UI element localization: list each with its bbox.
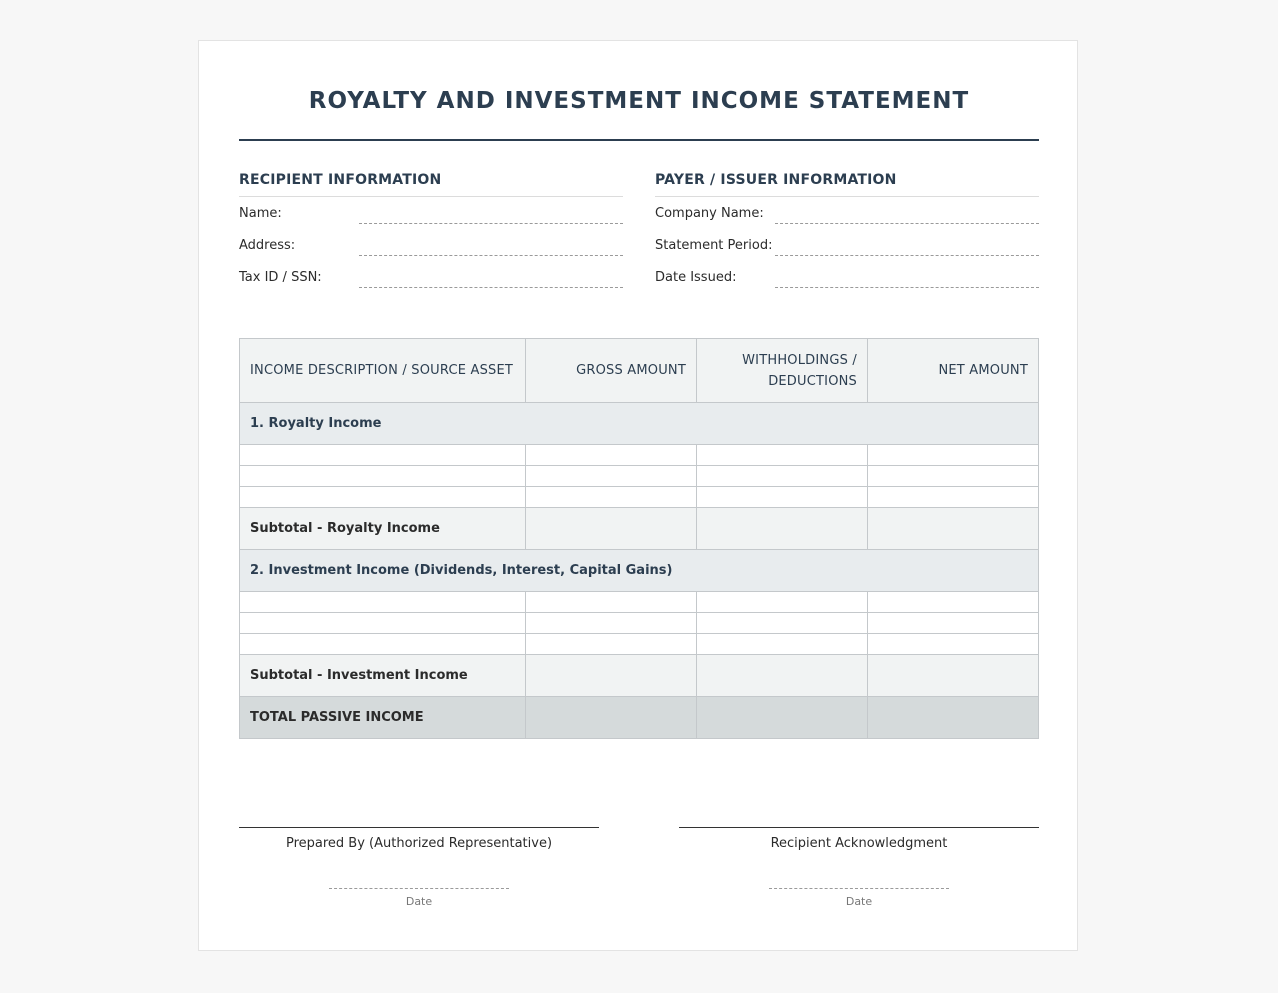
field-label: Tax ID / SSN: [239, 270, 322, 285]
recipient-address-field[interactable] [239, 229, 623, 261]
table-cell[interactable] [240, 445, 526, 466]
signature-line[interactable] [239, 827, 599, 828]
field-label: Date Issued: [655, 270, 737, 285]
statement-page [198, 40, 1078, 951]
table-cell[interactable] [526, 487, 697, 508]
table-cell[interactable] [526, 592, 697, 613]
table-cell[interactable] [697, 508, 868, 550]
table-cell[interactable] [697, 592, 868, 613]
date-label: Date [845, 895, 873, 908]
field-label: Statement Period: [655, 238, 773, 253]
column-header-withholdings: WITHHOLDINGS / DEDUCTIONS [697, 339, 868, 403]
statement-period-field[interactable] [655, 229, 1039, 261]
section-row-investment [240, 550, 1039, 592]
table-row [240, 445, 1039, 466]
section-row-royalty [240, 403, 1039, 445]
date-line[interactable] [329, 888, 509, 889]
total-row [240, 697, 1039, 739]
table-cell[interactable] [526, 613, 697, 634]
fill-line[interactable] [775, 223, 1039, 224]
signature-block-recipient [679, 827, 1039, 908]
column-header-net: NET AMOUNT [868, 339, 1039, 403]
table-cell[interactable] [868, 508, 1039, 550]
payer-info-heading: PAYER / ISSUER INFORMATION [655, 172, 1039, 197]
recipient-name-field[interactable] [239, 197, 623, 229]
signature-block-preparer [239, 827, 599, 908]
subtotal-label: Subtotal - Royalty Income [240, 508, 526, 550]
total-label: TOTAL PASSIVE INCOME [240, 697, 526, 739]
fill-line[interactable] [775, 255, 1039, 256]
table-cell[interactable] [697, 634, 868, 655]
subtotal-label: Subtotal - Investment Income [240, 655, 526, 697]
table-cell[interactable] [697, 466, 868, 487]
table-cell[interactable] [868, 466, 1039, 487]
table-cell[interactable] [868, 697, 1039, 739]
table-cell[interactable] [526, 508, 697, 550]
section-title: 1. Royalty Income [240, 403, 1039, 445]
title-divider [239, 139, 1039, 141]
recipient-info-section [239, 172, 623, 293]
table-row [240, 466, 1039, 487]
column-header-gross: GROSS AMOUNT [526, 339, 697, 403]
table-cell[interactable] [526, 445, 697, 466]
recipient-tax-id-field[interactable] [239, 261, 623, 293]
document-title: ROYALTY AND INVESTMENT INCOME STATEMENT [308, 88, 970, 114]
subtotal-row-royalty [240, 508, 1039, 550]
table-cell[interactable] [868, 445, 1039, 466]
table-cell[interactable] [868, 634, 1039, 655]
date-label: Date [405, 895, 433, 908]
date-issued-field[interactable] [655, 261, 1039, 293]
fill-line[interactable] [359, 223, 623, 224]
field-label: Company Name: [655, 206, 764, 221]
fill-line[interactable] [359, 287, 623, 288]
fill-line[interactable] [359, 255, 623, 256]
table-cell[interactable] [240, 487, 526, 508]
table-cell[interactable] [868, 592, 1039, 613]
fill-line[interactable] [775, 287, 1039, 288]
recipient-info-heading: RECIPIENT INFORMATION [239, 172, 623, 197]
table-cell[interactable] [697, 613, 868, 634]
payer-info-section [655, 172, 1039, 293]
column-header-description: INCOME DESCRIPTION / SOURCE ASSET [240, 339, 526, 403]
field-label: Address: [239, 238, 296, 253]
table-cell[interactable] [526, 697, 697, 739]
table-cell[interactable] [868, 655, 1039, 697]
table-cell[interactable] [697, 445, 868, 466]
company-name-field[interactable] [655, 197, 1039, 229]
signature-role: Recipient Acknowledgment [770, 836, 948, 851]
table-row [240, 592, 1039, 613]
table-cell[interactable] [240, 592, 526, 613]
section-title: 2. Investment Income (Dividends, Interest, Capital Gains) [240, 550, 1039, 592]
table-cell[interactable] [526, 634, 697, 655]
table-cell[interactable] [240, 613, 526, 634]
table-row [240, 613, 1039, 634]
table-cell[interactable] [697, 487, 868, 508]
table-row [240, 487, 1039, 508]
table-cell[interactable] [868, 613, 1039, 634]
table-cell[interactable] [526, 655, 697, 697]
table-cell[interactable] [240, 466, 526, 487]
signature-role: Prepared By (Authorized Representative) [285, 836, 553, 851]
table-cell[interactable] [868, 487, 1039, 508]
field-label: Name: [239, 206, 282, 221]
table-cell[interactable] [240, 634, 526, 655]
table-header-row [240, 339, 1039, 403]
subtotal-row-investment [240, 655, 1039, 697]
table-row [240, 634, 1039, 655]
table-cell[interactable] [697, 697, 868, 739]
table-cell[interactable] [526, 466, 697, 487]
signature-line[interactable] [679, 827, 1039, 828]
table-cell[interactable] [697, 655, 868, 697]
income-table [239, 338, 1039, 739]
date-line[interactable] [769, 888, 949, 889]
